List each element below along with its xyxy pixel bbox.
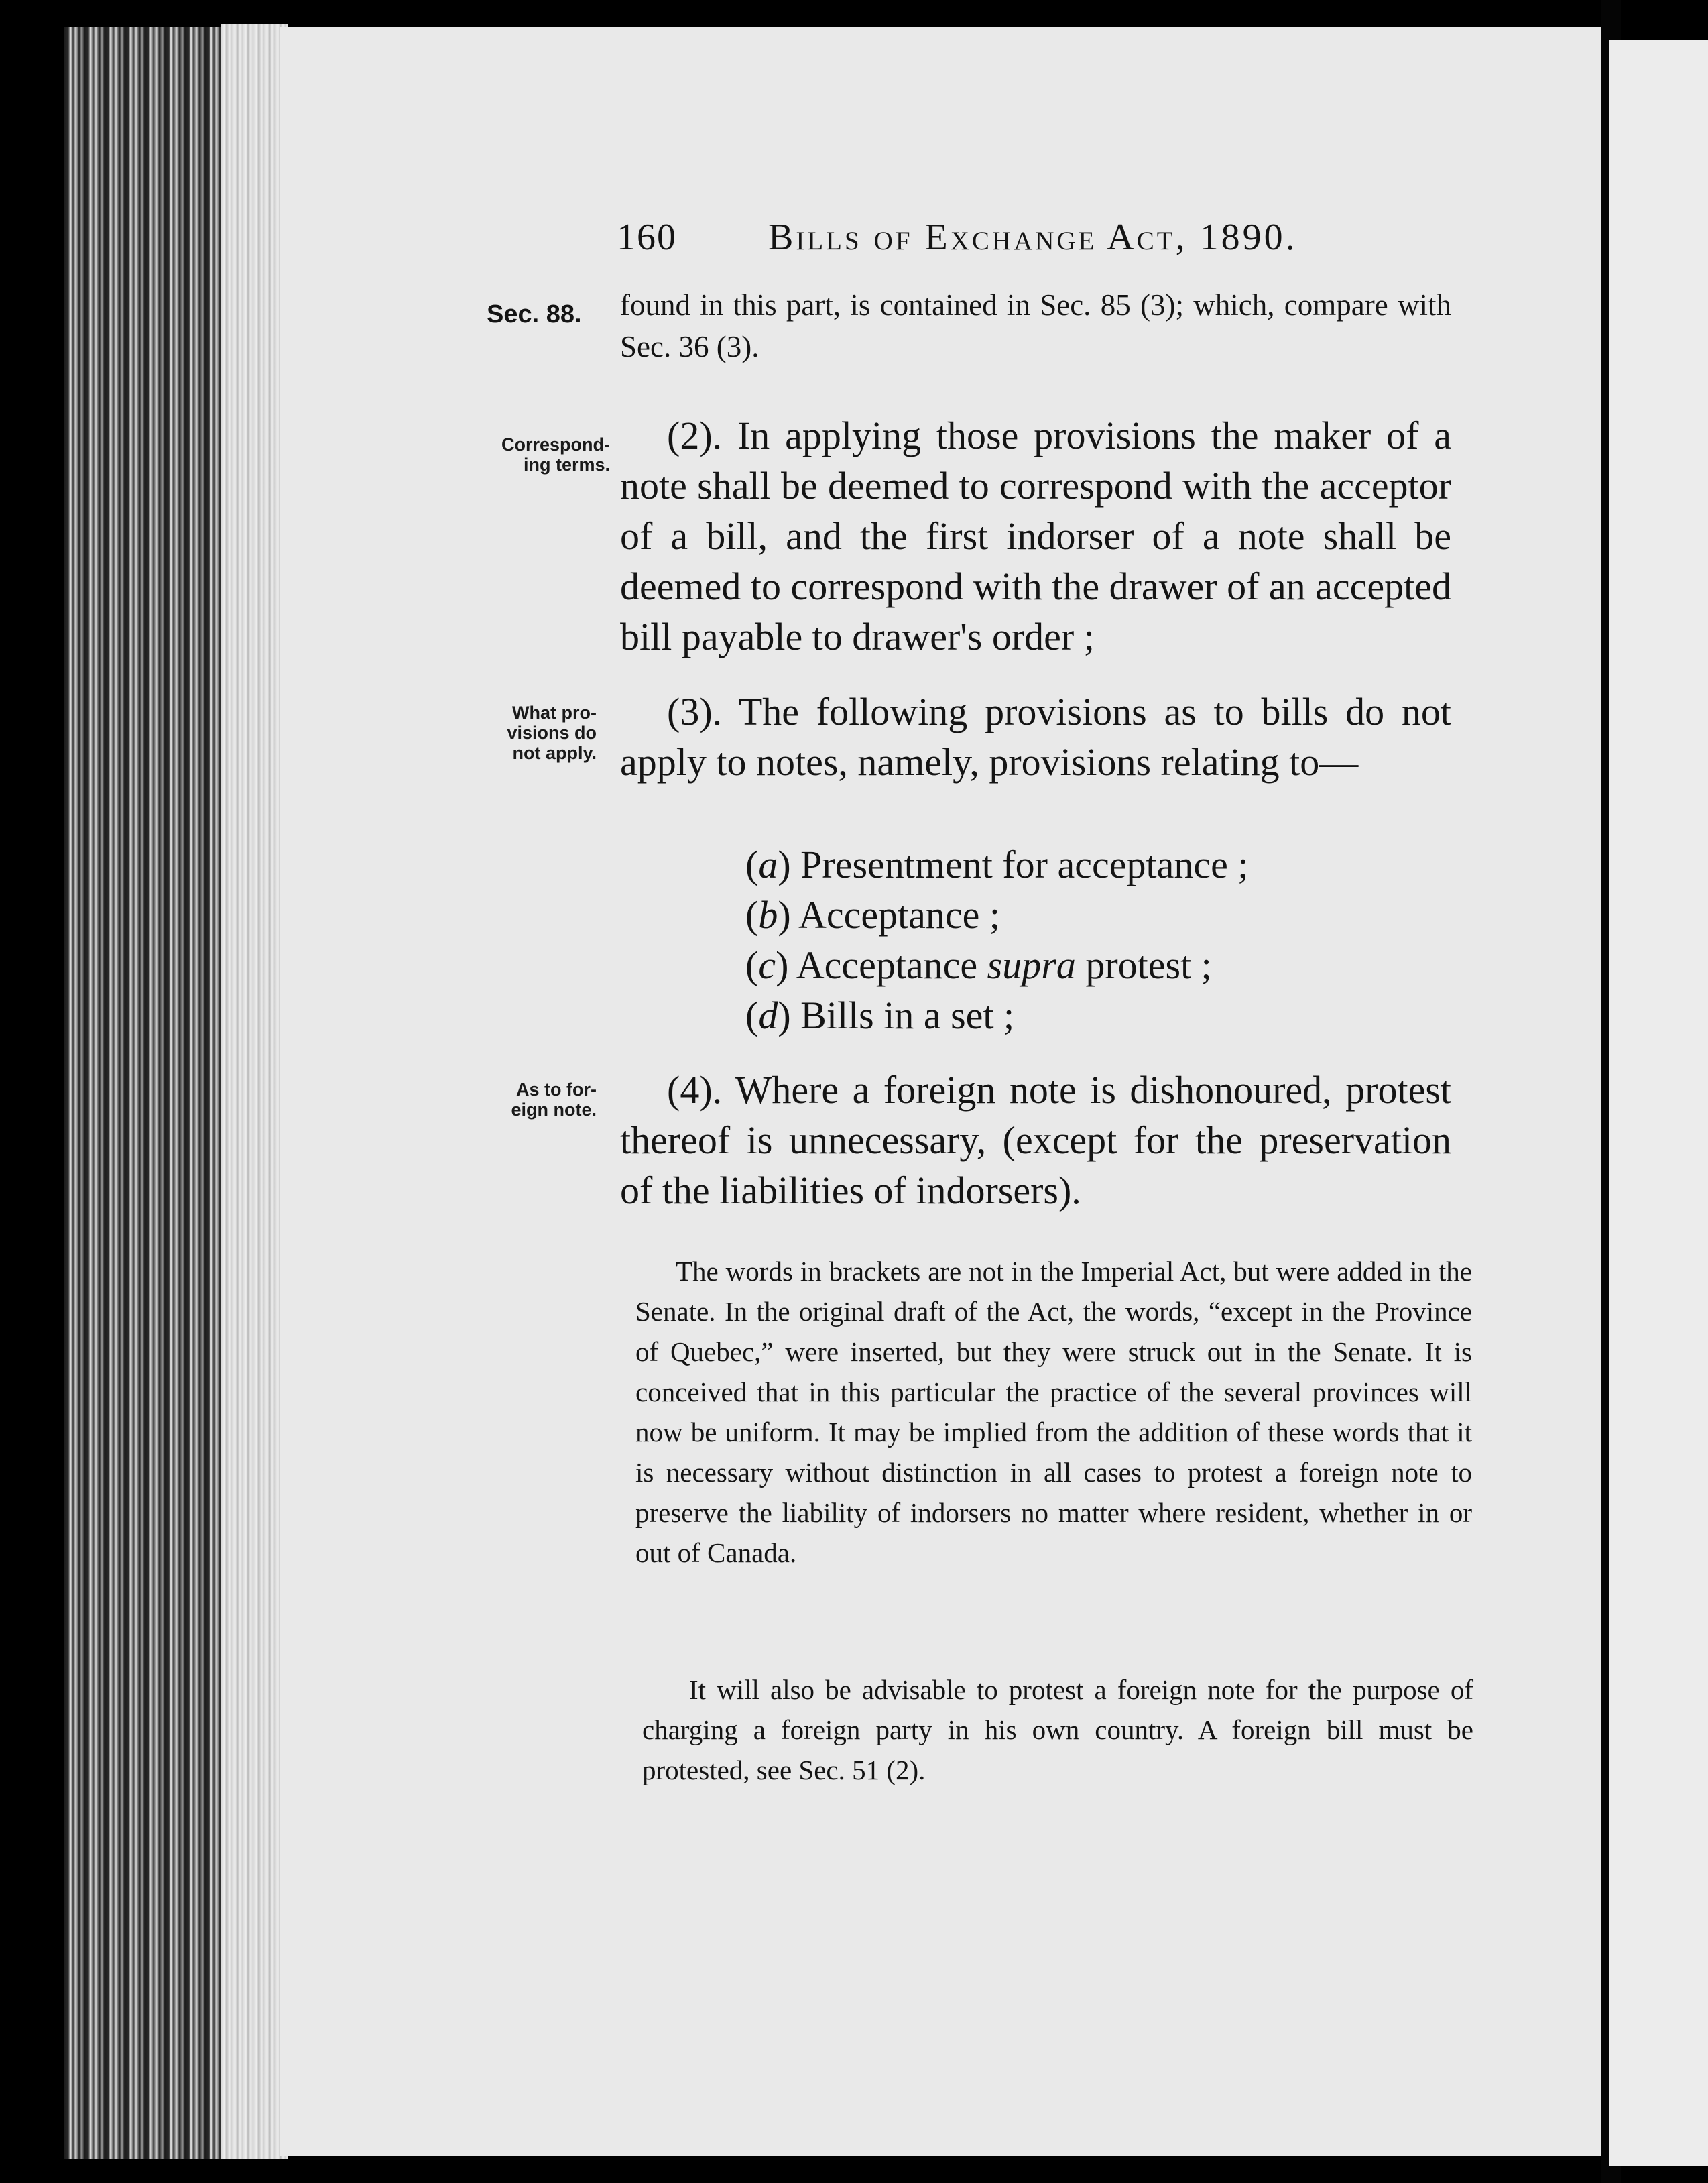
list-item: (a) Presentment for acceptance ; bbox=[745, 843, 1249, 886]
running-title: Bills of Exchange Act, 1890. bbox=[768, 217, 1298, 258]
margin-note-foreign-note: As to for- eign note. bbox=[511, 1079, 597, 1120]
commentary-note-2: It will also be advisable to protest a foreign note for the purpose of charging a foreign party in his own country. A foreign bill must be protested, see Sec. 51 (2). bbox=[642, 1674, 1473, 1785]
margin-note-corresponding-terms: Correspond- ing terms. bbox=[501, 434, 610, 475]
list-item: (d) Bills in a set ; bbox=[745, 994, 1015, 1037]
section-label: Sec. 88. bbox=[487, 300, 582, 329]
running-header bbox=[617, 216, 1341, 259]
margin-note-what-provisions: What pro- visions do not apply. bbox=[507, 703, 597, 763]
paragraph-2: (2). In applying those provisions the maker of a note shall be deemed to correspond with the acceptor of a bill, and the first indorser of a note shall be deemed to correspond with the drawer of an accepted bill payable to drawer's order ; bbox=[620, 414, 1452, 658]
list-item: (c) Acceptance supra protest ; bbox=[745, 943, 1212, 987]
commentary-note-1: The words in brackets are not in the Imperial Act, but were added in the Senate. In the original draft of the Act, the words, “except in the Province of Quebec,” were inserted, but they were struck out in the Senate. It is conceived that in this particular the practice of the several provinces will now be uniform. It may be implied from the addition of these words that it is necessary without distinction in all cases to protest a foreign note to preserve the liability of indorsers no matter where resident, whether in or out of Canada. bbox=[635, 1256, 1472, 1568]
book-page-edges-light bbox=[221, 24, 288, 2159]
intro-paragraph: found in this part, is contained in Sec. 85 (3); which, compare with Sec. 36 (3). bbox=[620, 288, 1451, 363]
paragraph-4: (4). Where a foreign note is dishonoured, protest thereof is unnecessary, (except for the preservation of the liabilities of indorsers). bbox=[620, 1068, 1451, 1212]
provisions-list bbox=[745, 839, 1248, 1041]
paragraph-3: (3). The following provisions as to bills do not apply to notes, namely, provisions relating to— bbox=[620, 690, 1451, 784]
facing-page-edge bbox=[1609, 40, 1708, 2166]
list-item: (b) Acceptance ; bbox=[745, 893, 1001, 937]
page-number: 160 bbox=[617, 217, 677, 258]
